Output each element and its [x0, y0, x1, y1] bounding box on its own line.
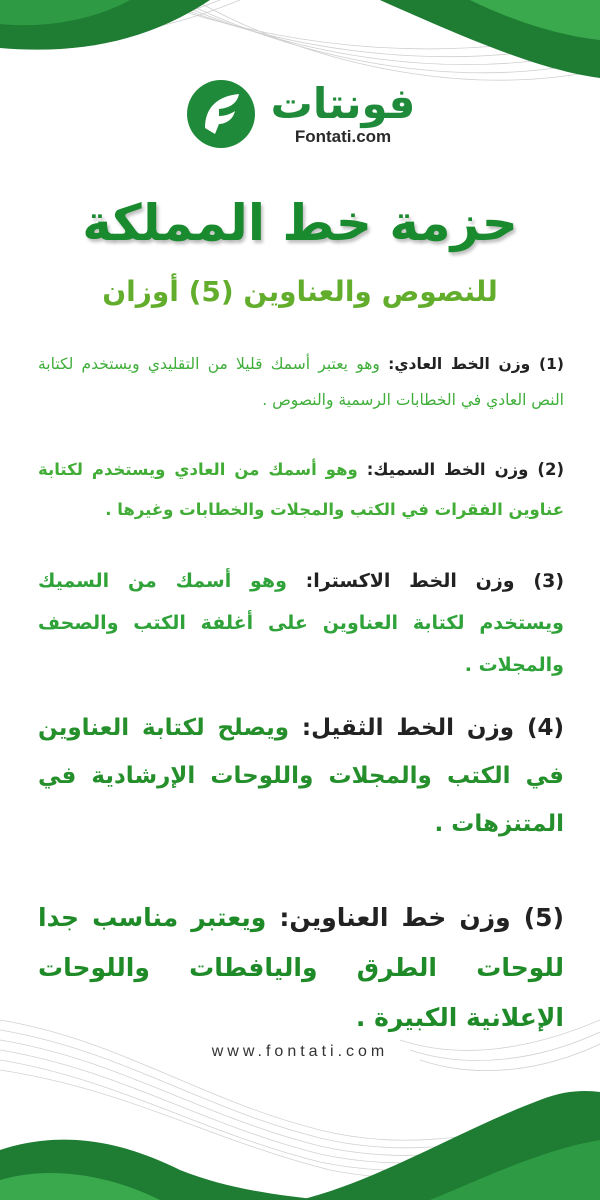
logo-arabic-name: فونتات: [270, 79, 416, 128]
weight-3-description: [38, 560, 564, 686]
weight-4-description: [38, 704, 564, 848]
weight-5-label: (5) وزن خط العناوين:: [279, 903, 564, 932]
logo-text: [271, 81, 416, 147]
weight-4-label: (4) وزن الخط الثقيل:: [301, 715, 564, 741]
weight-4-text: ويصلح لكتابة العناوين في الكتب والمجلات واللوحات الإرشادية في المتنزهات .: [38, 715, 564, 837]
logo-latin-name: Fontati.com: [294, 127, 392, 146]
weight-3-text: وهو أسمك من السميك ويستخدم لكتابة العناوين على أغلفة الكتب والصحف والمجلات .: [38, 570, 564, 676]
weight-2-description: [38, 450, 564, 530]
weight-2-text: وهو أسمك من العادي ويستخدم لكتابة عناوين الفقرات في الكتب والمجلات والخطابات وغيرها .: [38, 460, 564, 519]
weight-1-label: (1) وزن الخط العادي:: [388, 355, 564, 373]
page-subtitle: للنصوص والعناوين (5) أوزان: [102, 275, 498, 308]
leaf-f-logo-icon: [185, 78, 257, 150]
weight-5-text: ويعتبر مناسب جدا للوحات الطرق واليافطات واللوحات الإعلانية الكبيرة .: [38, 903, 564, 1032]
weight-2-label: (2) وزن الخط السميك:: [366, 460, 564, 479]
weight-1-description: [38, 346, 564, 418]
weight-1-text: وهو يعتبر أسمك قليلا من التقليدي ويستخدم لكتابة النص العادي في الخطابات الرسمية والنصوص .: [38, 355, 564, 409]
bottom-wave-decoration: [0, 980, 600, 1200]
website-url: www.fontati.com: [211, 1043, 389, 1060]
weight-3-label: (3) وزن الخط الاكسترا:: [305, 570, 564, 592]
brand-logo: [0, 78, 600, 150]
page-title: حزمة خط المملكة: [82, 194, 518, 252]
